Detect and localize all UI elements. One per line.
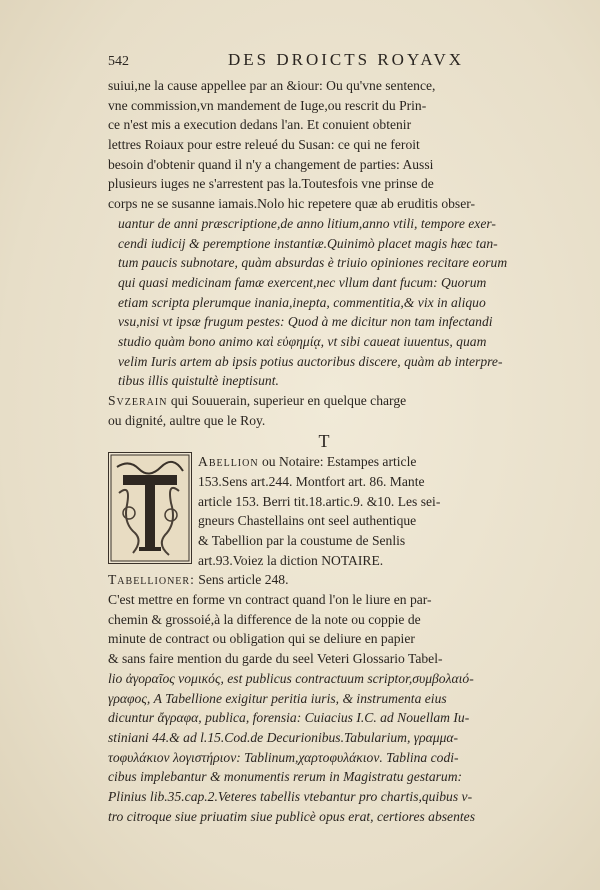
text-line: Plinius lib.35.cap.2.Veteres tabellis vtebantur pro chartis,quibus v- [108,788,473,804]
text-line: studio quàm bono animo καὶ εὐφημίᾳ, vt sibi caueat iuuentus, quam [118,333,487,349]
text-line [198,492,540,512]
text-line: corps ne se susanne iamais.Nolo hic repetere quæ ab eruditis obser- [108,196,476,212]
text-line: plusieurs iuges ne s'arrestent pas la.Toutesfois vne prinse de [108,176,434,192]
ornamental-letter-t-icon [109,453,191,563]
headword-tabellion: Abellion [198,454,259,470]
entry-suzerain-line2: ou dignité, aultre que le Roy. [108,412,266,428]
text-line: qui quasi medicinam famæ exercent,nec vllum dant fucum: Quorum [118,274,487,290]
running-head: DES DROICTS ROYAVX [228,50,464,69]
text-line-content: article 153. Berri tit.18.artic.9. &10. Les sei- [198,493,441,509]
entry-tabellioner-text: Sens article 248. [194,572,289,588]
headword-suzerain: Svzerain [108,393,168,408]
initial-paragraph [108,452,540,570]
text-line: velim Iuris artem ab ipsis potius auctoribus discere, quàm ab interpre- [118,353,503,369]
text-line-content: & Tabellion par la coustume de Senlis [198,533,406,549]
paragraph-susan [108,76,540,391]
text-line: etiam scripta plerumque inania,inepta, commentitia,& vix in aliquo [118,294,486,310]
text-line: dicuntur ἄγραφα, publica, forensia: Cuiacius I.C. ad Nouellam Iu- [108,710,470,726]
text-line: ce n'est mis a execution dedans l'an. Et conuient obtenir [108,117,412,133]
page-header [108,50,540,76]
text-line-content: art.93.Voiez la diction NOTAIRE. [198,552,384,568]
text-line: vne commission,vn mandement de Iuge,ou rescrit du Prin- [108,97,427,113]
text-line: uantur de anni præscriptione,de anno litium,anno vtili, tempore exer- [118,215,496,231]
folio-number: 542 [108,54,129,69]
paragraph-tabellioner [108,590,540,826]
text-line: tibus illis quistultè ineptisunt. [118,373,279,389]
text-line: & sans faire mention du garde du seel Veteri Glossario Tabel- [108,651,443,667]
text-line [198,472,540,492]
text-line: minute de contract ou obligation qui se deliure en papier [108,631,415,647]
text-line-content: gneurs Chastellains ont seel authentique [198,513,417,529]
text-line: γραφος, A Tabellione exigitur peritia iuris, & instrumenta eius [108,690,447,706]
text-line [198,551,540,571]
entry-suzerain-text: qui Souuerain, superieur en quelque charge [167,393,407,408]
text-block [108,50,540,826]
section-letter: T [318,431,330,452]
text-line-content: ou Notaire: Estampes article [258,454,417,470]
entry-suzerain-line1 [108,391,540,411]
initial-lines [198,452,540,570]
text-line: stiniani 44.& ad l.15.Cod.de Decurionibus.Tabularium, γραμμα- [108,729,459,745]
text-line: chemin & grossoié,à la difference de la note ou coppie de [108,611,421,627]
text-line [198,452,540,472]
text-line: vsu,nisi vt ipsæ frugum pestes: Quod à me dicitur non tam infectandi [118,314,493,330]
decorated-initial-t [108,452,192,564]
text-line: cibus implebantur & monumentis rerum in Magistratu gestarum: [108,769,463,785]
text-line [198,511,540,531]
text-line: lio ἀγοραῖος νομικός, est publicus contractuum scriptor,συμβολαιό- [108,670,474,686]
text-line: suiui,ne la cause appellee par an &iour: Ou qu'vne sentence, [108,78,436,93]
headword-tabellioner: Tabellioner: [108,572,195,588]
text-line: besoin d'obtenir quand il n'y a changement de parties: Aussi [108,156,434,172]
text-line: tum paucis subnotare, quàm absurdas è triuio opiniones recitare eorum [118,255,508,271]
text-line-content: 153.Sens art.244. Montfort art. 86. Mante [198,474,425,490]
text-line: lettres Roiaux pour estre releué du Susan: ce qui ne feroit [108,137,420,153]
text-line [198,531,540,551]
text-line: cendi iudicij & peremptione instantiæ.Quinimò placet magis hæc tan- [118,235,498,251]
text-line: C'est mettre en forme vn contract quand l'on le liure en par- [108,592,432,608]
entry-tabellioner [108,570,540,590]
text-line: τοφυλάκιον λογιστήριον: Tablinum,χαρτοφυλάκιον. Tablina codi- [108,749,459,765]
text-line: tro citroque siue priuatim siue publicè opus erat, certiores absentes [108,808,475,824]
